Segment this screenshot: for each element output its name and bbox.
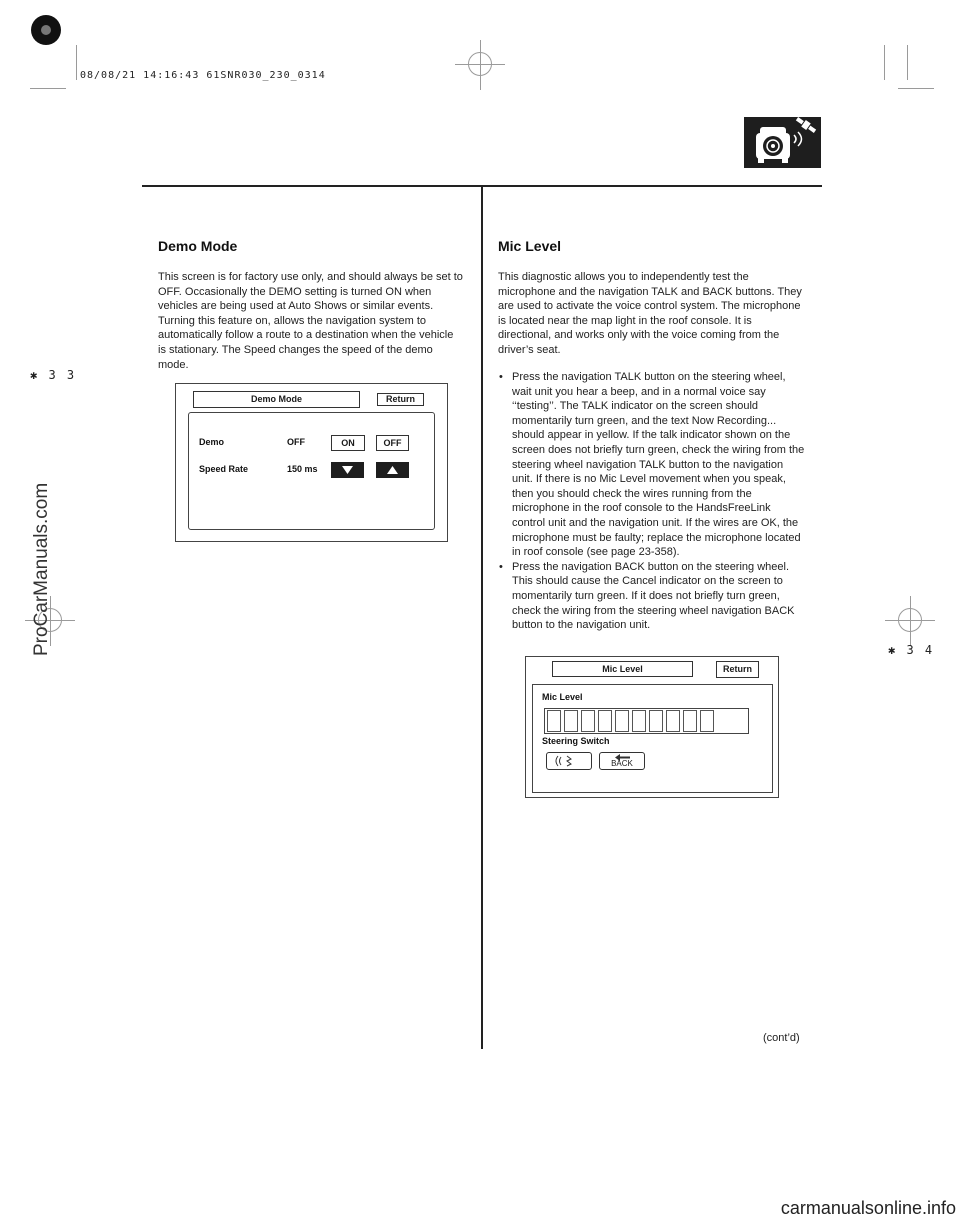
meter-segment — [547, 710, 561, 732]
mic-return-button[interactable]: Return — [716, 661, 759, 678]
demo-mode-screen-title: Demo Mode — [193, 391, 360, 408]
meter-segment — [666, 710, 680, 732]
back-arrow-icon — [615, 754, 631, 761]
continued-label: (cont’d) — [763, 1032, 800, 1044]
demo-label: Demo — [199, 437, 225, 447]
crop-mark — [76, 45, 77, 80]
print-stamp: 08/08/21 14:16:43 61SNR030_230_0314 — [80, 70, 326, 81]
crop-mark — [884, 45, 885, 80]
talk-indicator-button[interactable] — [546, 752, 592, 770]
triangle-up-icon — [376, 462, 409, 478]
mic-level-steps — [494, 370, 806, 633]
registration-mark-top-left-inner — [41, 25, 51, 35]
svg-text:ProCarManuals.com: ProCarManuals.com — [31, 482, 52, 656]
crop-mark — [907, 45, 908, 80]
column-divider — [481, 187, 483, 1049]
demo-off-button[interactable]: OFF — [376, 435, 409, 451]
mic-level-label: Mic Level — [542, 692, 583, 702]
speed-rate-label: Speed Rate — [199, 464, 249, 474]
back-indicator-button[interactable] — [599, 752, 645, 770]
navigation-car-satellite-icon — [744, 117, 821, 168]
meter-segment — [615, 710, 629, 732]
mic-level-heading: Mic Level — [498, 238, 562, 254]
crop-mark — [910, 596, 911, 646]
demo-value: OFF — [287, 437, 305, 447]
crop-mark — [885, 620, 935, 621]
crop-mark — [455, 64, 505, 65]
meter-segment — [683, 710, 697, 732]
crop-mark — [898, 88, 934, 89]
page-mark-left: ✱ 3 3 — [30, 368, 77, 382]
crop-mark — [480, 40, 481, 90]
meter-segment — [581, 710, 595, 732]
demo-on-button[interactable]: ON — [331, 435, 365, 451]
speed-rate-value: 150 ms — [287, 464, 318, 474]
speed-down-button[interactable] — [331, 462, 364, 478]
meter-segment — [598, 710, 612, 732]
speed-up-button[interactable] — [376, 462, 409, 478]
back-label: BACK — [611, 759, 633, 768]
crop-mark — [30, 88, 66, 89]
watermark-bottom: carmanualsonline.info — [780, 1198, 956, 1218]
page-mark-right: ✱ 3 4 — [888, 643, 935, 657]
triangle-down-icon — [331, 462, 364, 478]
demo-return-button[interactable]: Return — [377, 393, 424, 406]
demo-mode-description: This screen is for factory use only, and should always be set to OFF. Occasionally the DEMO setting is turned ON when vehicles are being used at Auto Shows or similar events. Turning this feature on, allows the navigation system to automatically follow a route to a destination when the vehicle is stationary. The Speed changes the speed of the demo mode. — [158, 271, 463, 371]
mic-level-description: This diagnostic allows you to independently test the microphone and the navigation TALK and BACK buttons. They are used to activate the voice control system. The microphone is located near the map light in the roof console. It is directional, and works only with the voice coming from the driver’s seat. — [498, 271, 802, 356]
talk-voice-icon — [547, 753, 591, 769]
demo-mode-heading: Demo Mode — [158, 238, 238, 254]
steering-switch-label: Steering Switch — [542, 736, 610, 746]
list-item: • Press the navigation BACK button on the steering wheel. This should cause the Cancel indicator on the screen to momentarily turn green. If it does not briefly turn green, check the wiring from the steering wheel navigation BACK button to the navigation unit. — [499, 560, 795, 632]
meter-segment — [700, 710, 714, 732]
meter-segment — [564, 710, 578, 732]
watermark-left — [30, 420, 52, 660]
list-item: • Press the navigation TALK button on the steering wheel, wait unit you hear a beep, and in a normal voice say ‘‘testing’’. The TALK indicator on the screen should momentarily turn green, and the text Now Recording... should appear in yellow. If the talk indicator shown on the screen does not briefly turn green, check the wiring from the steering wheel navigation TALK button to the navigation unit. If there is no Mic Level movement when you speak, then you should check the wires running from the microphone in the roof console to the HandsFreeLink control unit and the navigation unit. If the wires are OK, the microphone must be faulty; replace the microphone located in roof console (see page 23-358). — [499, 371, 805, 559]
meter-segment — [649, 710, 663, 732]
mic-level-screen-title: Mic Level — [552, 661, 693, 677]
meter-segment — [632, 710, 646, 732]
